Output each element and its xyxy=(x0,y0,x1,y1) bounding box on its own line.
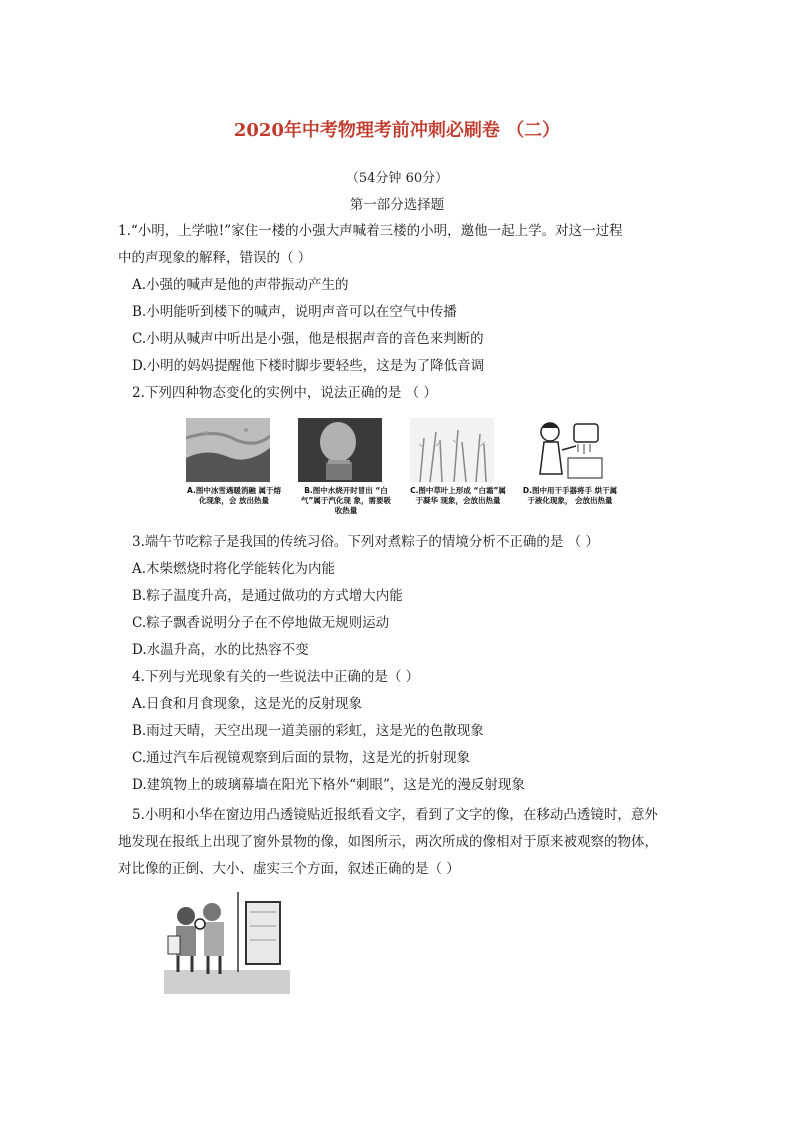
q2-figure-d xyxy=(522,418,618,522)
q1-option-a: A.小强的喊声是他的声带振动产生的 xyxy=(132,277,349,293)
section-heading: 第一部分选择题 xyxy=(349,197,445,213)
hand-dryer-image xyxy=(522,418,606,482)
q4-option-d: D.建筑物上的玻璃幕墙在阳光下格外“刺眼”，这是光的漫反射现象 xyxy=(132,777,525,793)
melting-snow-image xyxy=(186,418,270,482)
q2-figure-c xyxy=(410,418,506,522)
q3-option-a: A.木柴燃烧时将化学能转化为内能 xyxy=(132,561,336,577)
q1-option-b: B.小明能听到楼下的喊声，说明声音可以在空气中传播 xyxy=(132,304,457,320)
q4-stem: 4.下列与光现象有关的一些说法中正确的是（ ） xyxy=(132,669,420,685)
q3-option-b: B.粽子温度升高，是通过做功的方式增大内能 xyxy=(132,588,403,604)
q3-option-d: D.水温升高，水的比热容不变 xyxy=(132,642,309,658)
q3-stem: 3.端午节吃粽子是我国的传统习俗。下列对煮粽子的情境分析不正确的是 （ ） xyxy=(132,534,599,550)
q5-figure xyxy=(164,892,290,994)
q2-figure-b xyxy=(298,418,394,522)
q2-stem: 2.下列四种物态变化的实例中，说法正确的是 （ ） xyxy=(132,385,437,401)
exam-duration-score: （54分钟 60分） xyxy=(345,171,449,186)
q2-figure-b-caption: B.图中水烧开时冒出 “白气”属于汽化现 象，需要吸收热量 xyxy=(300,486,392,515)
q1-stem-line2: 中的声现象的解释，错误的（ ） xyxy=(118,250,312,266)
q2-figure-c-caption: C.图中草叶上形成 “白霜”属于凝华 现象，会放出热量 xyxy=(410,486,506,505)
q2-figure-a-caption: A.图中冰雪遇暖消融 属于熔化现象，会 放出热量 xyxy=(187,486,281,505)
q2-figure-a xyxy=(186,418,282,522)
frost-grass-image xyxy=(410,418,494,482)
q2-figure-row xyxy=(186,418,616,522)
boiling-kettle-image xyxy=(298,418,382,482)
q1-option-d: D.小明的妈妈提醒他下楼时脚步要轻些，这是为了降低音调 xyxy=(132,358,485,374)
q4-option-b: B.雨过天晴，天空出现一道美丽的彩虹，这是光的色散现象 xyxy=(132,723,484,739)
q5-stem-line1: 5.小明和小华在窗边用凸透镜贴近报纸看文字，看到了文字的像，在移动凸透镜时，意外 xyxy=(132,807,658,823)
q5-stem-line3: 对比像的正倒、大小、虚实三个方面，叙述正确的是（ ） xyxy=(118,861,460,877)
q4-option-c: C.通过汽车后视镜观察到后面的景物，这是光的折射现象 xyxy=(132,750,471,766)
q3-option-c: C.粽子飘香说明分子在不停地做无规则运动 xyxy=(132,615,390,631)
q1-stem-line1: 1.“小明，上学啦!”家住一楼的小强大声喊着三楼的小明，邀他一起上学。对这一过程 xyxy=(118,223,623,239)
q2-figure-d-caption: D.图中用干手器将手 烘干属于液化现象， 会放出热量 xyxy=(522,486,618,505)
q5-stem-line2: 地发现在报纸上出现了窗外景物的像，如图所示，两次所成的像相对于原来被观察的物体， xyxy=(118,834,658,850)
q1-option-c: C.小明从喊声中听出是小强，他是根据声音的音色来判断的 xyxy=(132,331,484,347)
page-title: 2020年中考物理考前冲刺必刷卷 （二） xyxy=(233,120,561,141)
q4-option-a: A.日食和月食现象，这是光的反射现象 xyxy=(132,696,363,712)
window-lens-illustration xyxy=(164,892,290,994)
